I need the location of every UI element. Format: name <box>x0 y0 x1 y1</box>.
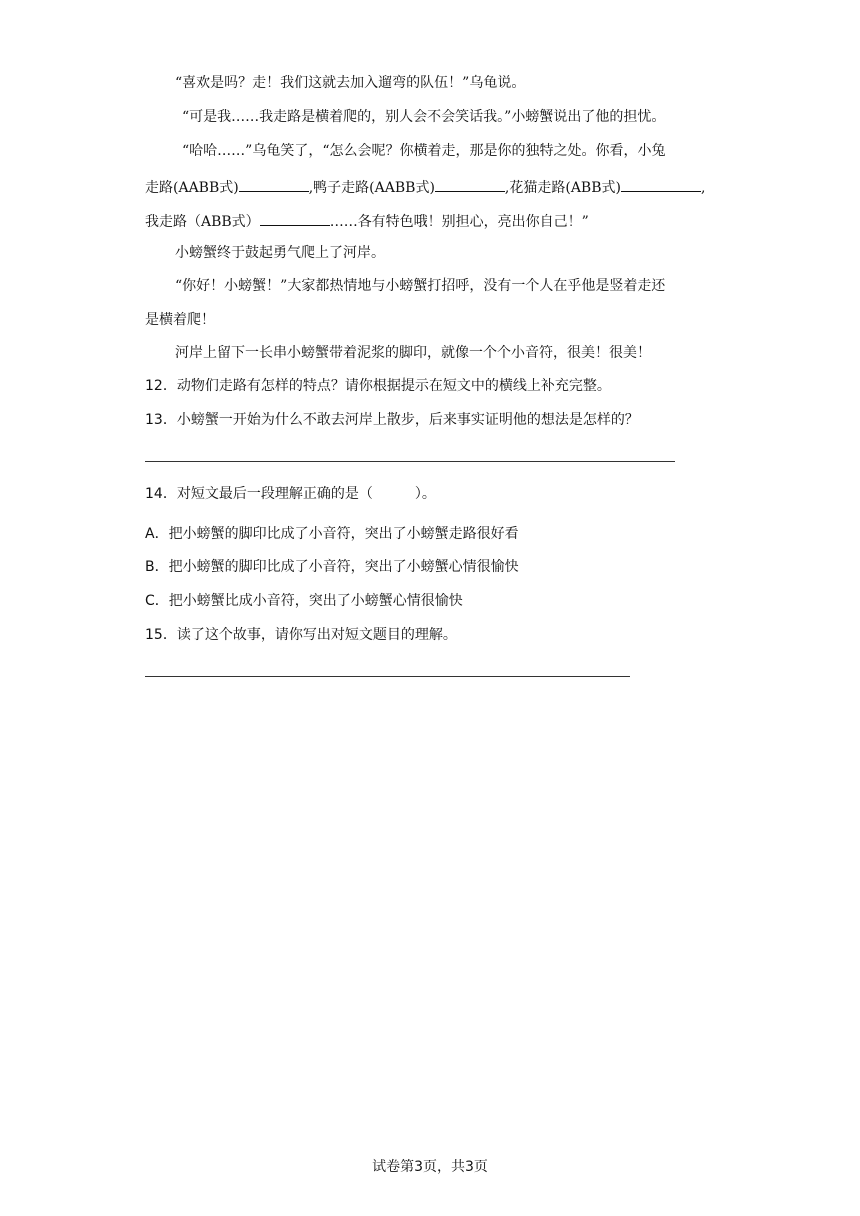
answer-line-13[interactable] <box>145 461 675 462</box>
story-paragraph-3-line-3 <box>145 211 589 232</box>
story-paragraph-3-line-1: “哈哈……”乌龟笑了，“怎么会呢？你横着走，那是你的独特之处。你看，小兔 <box>182 143 666 159</box>
text-comma: , <box>700 180 706 196</box>
question-14: 14．对短文最后一段理解正确的是（ ）。 <box>145 486 436 502</box>
story-paragraph-3-line-2 <box>145 177 705 198</box>
option-b[interactable]: B．把小螃蟹的脚印比成了小音符，突出了小螃蟹心情很愉快 <box>145 559 519 575</box>
story-paragraph-4: 小螃蟹终于鼓起勇气爬上了河岸。 <box>175 245 385 261</box>
option-a[interactable]: A．把小螃蟹的脚印比成了小音符，突出了小螃蟹走路很好看 <box>145 526 519 542</box>
story-paragraph-1: “喜欢是吗？走！我们这就去加入遛弯的队伍！”乌龟说。 <box>175 75 526 91</box>
blank-rabbit-walk[interactable] <box>239 177 309 192</box>
blank-duck-walk[interactable] <box>435 177 505 192</box>
blank-turtle-walk[interactable] <box>260 211 330 226</box>
text-duck-walk: ,鸭子走路(AABB式) <box>308 180 435 196</box>
story-paragraph-5-line-1: “你好！小螃蟹！”大家都热情地与小螃蟹打招呼，没有一个人在乎他是竖着走还 <box>175 278 666 294</box>
text-rabbit-walk: 走路(AABB式) <box>145 180 239 196</box>
page-footer: 试卷第3页，共3页 <box>372 1159 488 1175</box>
question-15: 15．读了这个故事，请你写出对短文题目的理解。 <box>145 627 457 643</box>
story-paragraph-5-line-2: 是横着爬！ <box>145 312 215 328</box>
answer-line-15[interactable] <box>145 676 630 677</box>
text-turtle-speech-end: ……各有特色哦！别担心，亮出你自己！” <box>329 214 589 230</box>
option-c[interactable]: C．把小螃蟹比成小音符，突出了小螃蟹心情很愉快 <box>145 593 463 609</box>
question-13: 13．小螃蟹一开始为什么不敢去河岸上散步，后来事实证明他的想法是怎样的？ <box>145 412 639 428</box>
text-cat-walk: ,花猫走路(ABB式) <box>504 180 621 196</box>
question-12: 12．动物们走路有怎样的特点？请你根据提示在短文中的横线上补充完整。 <box>145 378 611 394</box>
blank-cat-walk[interactable] <box>621 177 701 192</box>
text-turtle-walk: 我走路（ABB式） <box>145 214 260 230</box>
story-paragraph-2: “可是我……我走路是横着爬的，别人会不会笑话我。”小螃蟹说出了他的担忧。 <box>182 109 666 125</box>
story-paragraph-6: 河岸上留下一长串小螃蟹带着泥浆的脚印，就像一个个小音符，很美！很美！ <box>175 345 651 361</box>
